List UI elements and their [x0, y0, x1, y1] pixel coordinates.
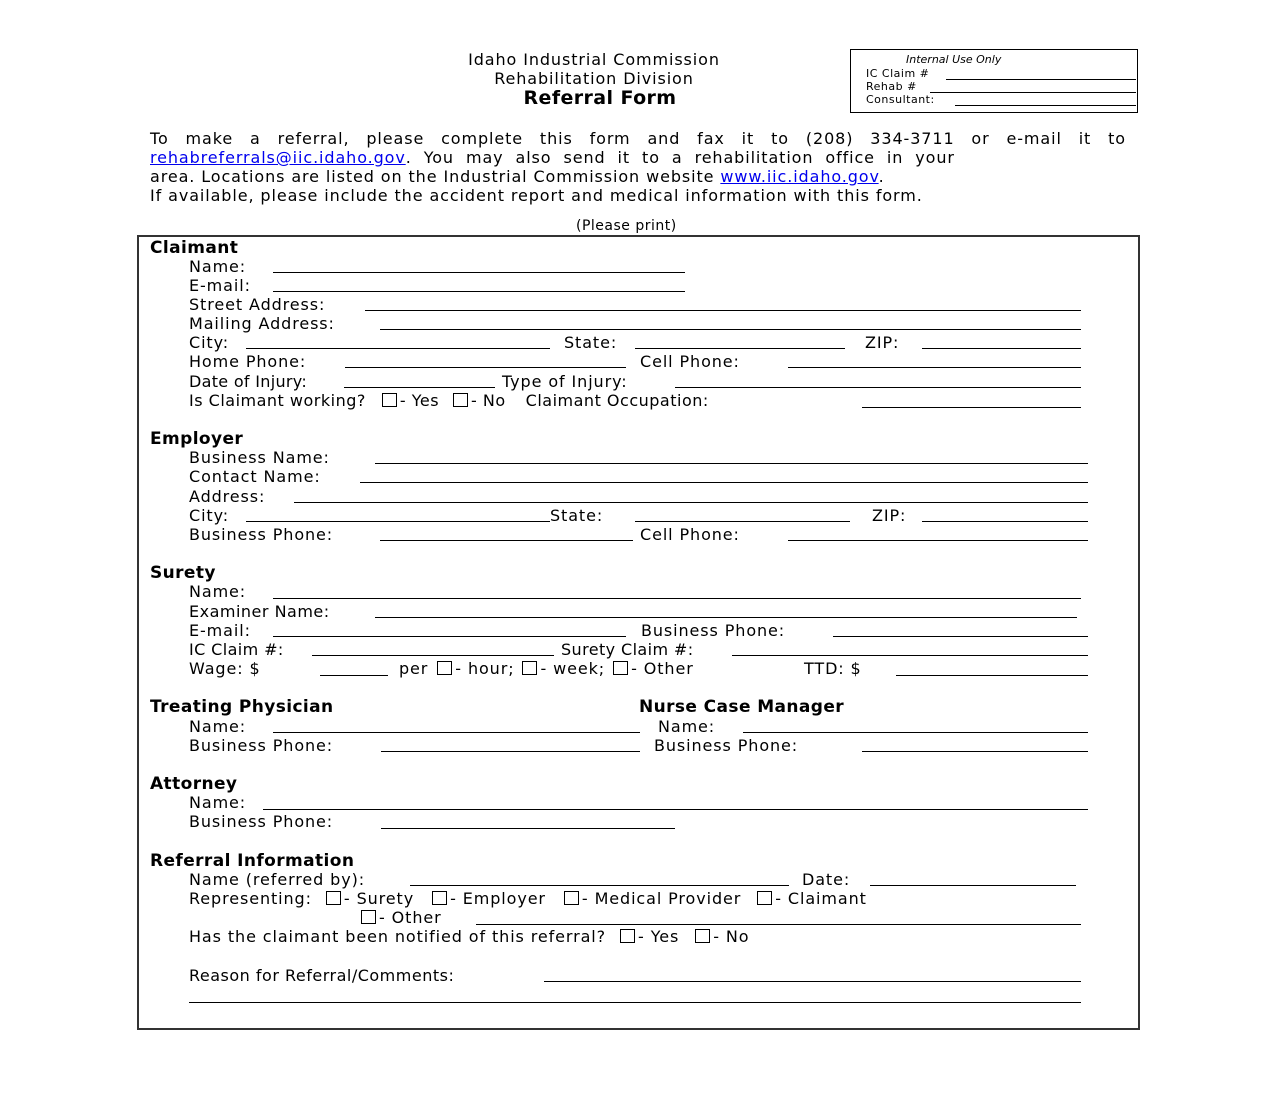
claimant-working-yes-checkbox[interactable]: [382, 393, 397, 407]
surety-name-label: Name:: [189, 582, 247, 601]
claimant-zip-field[interactable]: [922, 348, 1081, 349]
referral-date-field[interactable]: [870, 885, 1076, 886]
employer-cell-phone-label: Cell Phone:: [640, 525, 740, 544]
referral-referred-by-field[interactable]: [410, 885, 789, 886]
referral-reason-label: Reason for Referral/Comments:: [189, 966, 455, 985]
claimant-state-label: State:: [564, 333, 618, 352]
notified-no-checkbox[interactable]: [695, 929, 710, 943]
claimant-working-question: [189, 392, 709, 410]
internal-consultant-field[interactable]: [955, 105, 1136, 106]
surety-wage-field[interactable]: [320, 675, 388, 676]
physician-heading: Treating Physician: [150, 697, 334, 717]
attorney-business-phone-field[interactable]: [381, 828, 675, 829]
website-link[interactable]: www.iic.idaho.gov: [720, 167, 879, 186]
employer-state-field[interactable]: [635, 521, 850, 522]
nurse-heading: Nurse Case Manager: [639, 697, 845, 717]
claimant-working-no-label: - No: [471, 391, 506, 410]
internal-consultant-label: Consultant:: [866, 93, 935, 106]
surety-ttd-label: TTD: $: [804, 659, 862, 678]
surety-email-field[interactable]: [273, 636, 626, 637]
surety-business-phone-field[interactable]: [833, 636, 1088, 637]
notified-yes-checkbox[interactable]: [620, 929, 635, 943]
surety-wage-period: [399, 660, 694, 678]
rep-claimant-label: - Claimant: [775, 889, 867, 908]
referral-heading: Referral Information: [150, 851, 355, 871]
employer-contact-name-field[interactable]: [360, 482, 1088, 483]
internal-ic-claim-label: IC Claim #: [866, 67, 930, 80]
surety-other-checkbox[interactable]: [613, 661, 628, 675]
referral-notified-label: Has the claimant been notified of this referral?: [189, 927, 607, 946]
employer-city-field[interactable]: [246, 521, 550, 522]
claimant-occupation-label: Claimant Occupation:: [525, 391, 709, 410]
division-name: Rehabilitation Division: [494, 69, 694, 88]
form-title: Referral Form: [523, 87, 677, 109]
referral-email-link[interactable]: rehabreferrals@iic.idaho.gov: [150, 148, 406, 167]
internal-use-title: Internal Use Only: [906, 53, 1002, 66]
employer-state-label: State:: [550, 506, 604, 525]
employer-zip-field[interactable]: [922, 521, 1088, 522]
internal-rehab-field[interactable]: [930, 92, 1136, 93]
rep-surety-label: - Surety: [343, 889, 415, 908]
employer-business-phone-field[interactable]: [380, 540, 633, 541]
intro-line-2-text: . You may also send it to a rehabilitation office in your: [405, 148, 955, 167]
surety-heading: Surety: [150, 563, 216, 583]
claimant-home-phone-field[interactable]: [345, 367, 626, 368]
surety-week-checkbox[interactable]: [522, 661, 537, 675]
referral-notified: [189, 928, 749, 946]
surety-email-label: E-mail:: [189, 621, 251, 640]
surety-hour-label: - hour;: [455, 659, 515, 678]
referral-representing-label: Representing:: [189, 889, 312, 908]
rep-other-checkbox[interactable]: [361, 910, 376, 924]
intro-line-1: To make a referral, please complete this form and fax it to (208) 334-3711 or e-mail it to: [150, 129, 1126, 148]
claimant-street-field[interactable]: [365, 310, 1081, 311]
notified-no-label: - No: [713, 927, 750, 946]
claimant-name-field[interactable]: [273, 272, 685, 273]
attorney-heading: Attorney: [150, 774, 238, 794]
claimant-state-field[interactable]: [635, 348, 845, 349]
please-print-note: (Please print): [576, 218, 677, 234]
employer-heading: Employer: [150, 429, 244, 449]
intro-line-4: If available, please include the accident report and medical information with this form.: [150, 186, 923, 205]
rep-employer-label: - Employer: [450, 889, 546, 908]
rep-other-label: - Other: [379, 908, 442, 927]
employer-zip-label: ZIP:: [872, 506, 907, 525]
employer-address-label: Address:: [189, 487, 266, 506]
employer-address-field[interactable]: [294, 502, 1088, 503]
claimant-name-label: Name:: [189, 257, 247, 276]
claimant-email-label: E-mail:: [189, 276, 251, 295]
claimant-occupation-field[interactable]: [862, 407, 1081, 408]
nurse-name-label: Name:: [658, 717, 716, 736]
claimant-type-injury-field[interactable]: [675, 387, 1081, 388]
intro-line-3-text: area. Locations are listed on the Industrial Commission website: [150, 167, 721, 186]
employer-city-label: City:: [189, 506, 230, 525]
attorney-name-label: Name:: [189, 793, 247, 812]
rep-medical-label: - Medical Provider: [581, 889, 742, 908]
employer-cell-phone-field[interactable]: [788, 540, 1088, 541]
surety-week-label: - week;: [540, 659, 606, 678]
claimant-working-no-checkbox[interactable]: [453, 393, 468, 407]
surety-wage-label: Wage: $: [189, 659, 261, 678]
physician-business-phone-label: Business Phone:: [189, 736, 334, 755]
surety-ttd-field[interactable]: [896, 675, 1088, 676]
surety-ic-claim-field[interactable]: [312, 655, 554, 656]
surety-ic-claim-label: IC Claim #:: [189, 640, 284, 659]
attorney-business-phone-label: Business Phone:: [189, 812, 334, 831]
claimant-type-injury-label: Type of Injury:: [502, 372, 628, 391]
surety-name-field[interactable]: [273, 598, 1081, 599]
surety-claim-field[interactable]: [732, 655, 1088, 656]
rep-other-field[interactable]: [476, 924, 1081, 925]
claimant-cell-phone-label: Cell Phone:: [640, 352, 740, 371]
employer-business-phone-label: Business Phone:: [189, 525, 334, 544]
surety-examiner-field[interactable]: [375, 617, 1077, 618]
claimant-home-phone-label: Home Phone:: [189, 352, 307, 371]
intro-line-3: [150, 168, 885, 186]
employer-contact-name-label: Contact Name:: [189, 467, 321, 486]
physician-business-phone-field[interactable]: [381, 751, 640, 752]
claimant-city-label: City:: [189, 333, 230, 352]
rep-claimant-checkbox[interactable]: [757, 891, 772, 905]
surety-business-phone-label: Business Phone:: [641, 621, 786, 640]
agency-name: Idaho Industrial Commission: [468, 50, 720, 69]
intro-line-2: [150, 149, 1126, 167]
internal-ic-claim-field[interactable]: [946, 79, 1136, 80]
referral-referred-by-label: Name (referred by):: [189, 870, 366, 889]
notified-yes-label: - Yes: [638, 927, 680, 946]
claimant-working-yes-label: - Yes: [399, 391, 440, 410]
rep-surety-checkbox[interactable]: [326, 891, 341, 905]
claimant-mailing-field[interactable]: [380, 329, 1081, 330]
rep-employer-checkbox[interactable]: [432, 891, 447, 905]
claimant-mailing-label: Mailing Address:: [189, 314, 335, 333]
referral-comments-field[interactable]: [189, 1002, 1081, 1003]
attorney-name-field[interactable]: [263, 809, 1088, 810]
surety-claim-label: Surety Claim #:: [561, 640, 694, 659]
surety-per-label: per: [399, 659, 429, 678]
physician-name-label: Name:: [189, 717, 247, 736]
claimant-city-field[interactable]: [246, 348, 550, 349]
employer-business-name-field[interactable]: [375, 463, 1088, 464]
nurse-business-phone-label: Business Phone:: [654, 736, 799, 755]
surety-other-label: - Other: [631, 659, 694, 678]
nurse-business-phone-field[interactable]: [862, 751, 1088, 752]
claimant-email-field[interactable]: [273, 291, 685, 292]
rep-medical-checkbox[interactable]: [564, 891, 579, 905]
referral-representing: [189, 890, 867, 908]
physician-name-field[interactable]: [273, 732, 640, 733]
rep-other: [361, 909, 442, 927]
claimant-heading: Claimant: [150, 238, 239, 258]
claimant-working-label: Is Claimant working?: [189, 391, 366, 410]
internal-rehab-label: Rehab #: [866, 80, 917, 93]
nurse-name-field[interactable]: [743, 732, 1088, 733]
claimant-street-label: Street Address:: [189, 295, 326, 314]
claimant-date-injury-field[interactable]: [344, 387, 495, 388]
claimant-cell-phone-field[interactable]: [788, 367, 1081, 368]
intro-line-3-end: .: [878, 167, 885, 186]
referral-reason-field[interactable]: [544, 981, 1081, 982]
surety-hour-checkbox[interactable]: [437, 661, 452, 675]
surety-examiner-label: Examiner Name:: [189, 602, 330, 621]
employer-business-name-label: Business Name:: [189, 448, 330, 467]
claimant-zip-label: ZIP:: [865, 333, 900, 352]
referral-date-label: Date:: [802, 870, 851, 889]
claimant-date-injury-label: Date of Injury:: [189, 372, 308, 391]
